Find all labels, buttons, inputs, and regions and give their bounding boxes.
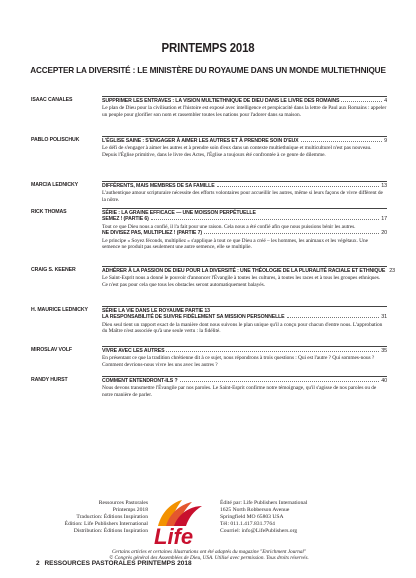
article-summary: Nous devons transmettre l'Évangile par nos paroles. Le Saint-Esprit confirme notre témoignage, qu'il s'agisse de nos paroles ou de notre manière de parler. (102, 385, 377, 398)
email-link[interactable]: Courriel: info@LifePublishers.org (220, 528, 298, 534)
article-title: DIFFÉRENTS, MAIS MEMBRES DE SA FAMILLE (102, 183, 215, 189)
credit-line: Printemps 2018 (112, 507, 148, 513)
dot-leader (301, 141, 383, 142)
divider (102, 346, 387, 347)
page-ref: 13 (381, 183, 387, 189)
page-ref: 40 (381, 378, 387, 384)
page-ref: 31 (381, 314, 387, 321)
credit-line: Ressources Pastorales (98, 500, 148, 506)
toc-articles (102, 376, 387, 398)
page-ref: 4 (384, 98, 387, 104)
dot-leader (166, 351, 379, 352)
page-ref: 9 (384, 138, 387, 144)
article-title: NE DIVISEZ PAS, MULTIPLIEZ ! (PARTIE 7) (102, 230, 202, 237)
page-ref: 23 (389, 268, 396, 274)
page-ref: 35 (381, 348, 387, 354)
dot-leader (204, 233, 379, 234)
toc-articles (102, 266, 396, 288)
contact-line: Édité par: Life Publishers International (220, 500, 308, 506)
fine-line: © Congrès général des Assemblées de Dieu, USA. Utilisé avec permission. Tous droits réservés. (109, 555, 309, 562)
toc-articles (102, 181, 387, 203)
fine-line: Certains articles et certaines illustrations ont été adaptés du magazine "Enrichment Journal" (111, 549, 307, 555)
page-number: 2 (36, 560, 40, 567)
divider (102, 266, 387, 267)
toc-articles (102, 346, 387, 368)
article-title: LA RESPONSABILITÉ DE SUIVRE FIDÈLEMENT SA MISSION PERSONNELLE (102, 314, 285, 321)
article-title: COMMENT ENTENDRONT-ILS ? (102, 378, 178, 384)
publisher-credits (60, 500, 148, 535)
toc-author: RICK THOMAS (31, 209, 67, 215)
article-link[interactable] (102, 268, 396, 274)
toc-articles (102, 208, 387, 251)
article-summary: L'authentique amour scripturaire nécessite des efforts volontaires pour accueillir les autres, même si leurs façons de vivre diffèrent de la nôtre. (102, 190, 383, 203)
toc-author: CRAIG S. KEENER (31, 267, 76, 273)
article-link[interactable] (102, 98, 387, 104)
article-summary: Le plan de Dieu pour la civilisation et l'histoire est exposé avec intelligence et perspicacité dans la lettre de Paul aux Romains : appeler un peuple pour glorifier son nom et rassembler toutes les nations pour l'adorer dans sa maison. (102, 105, 387, 118)
footer-text: RESSOURCES PASTORALES PRINTEMPS 2018 (44, 560, 192, 567)
page-subtitle: ACCEPTER LA DIVERSITÉ : LE MINISTÈRE DU ROYAUME DANS UN MONDE MULTIETHNIQUE (30, 66, 386, 75)
divider (102, 96, 387, 97)
article-link[interactable] (102, 138, 387, 144)
divider (102, 181, 387, 182)
article-summary: Dieu seul tient un rapport exact de la manière dont nous suivons le plan unique qu'il a conçu pour chacun d'entre nous. L'approbation du Maître n'est associée qu'à une seule vertu : la fidélité. (102, 321, 383, 335)
toc-articles (102, 136, 387, 158)
article-link[interactable] (102, 183, 387, 189)
article-summary: Le défi de s'engager à aimer les autres et à prendre soin d'eux dans un contexte multiethnique et multiculturel n'est pas nouveau. Depuis l'Église primitive, dans le livre des Actes, l'Église a toujours été confrontée à ce genre de dilemme. (102, 145, 372, 158)
dot-leader (341, 101, 382, 102)
toc-author: MARCIA LEDNICKY (31, 182, 79, 188)
series-label: SÉRIE : LA GRAINE EFFICACE — UNE MOISSON PERPÉTUELLE (102, 210, 256, 216)
series-label: SÉRIE LA VIE DANS LE ROYAUME PARTIE 13 (102, 308, 210, 314)
divider (102, 376, 387, 377)
publisher-contact (220, 500, 360, 535)
contact-line: Tél: 011.1.417.831.7764 (220, 521, 275, 527)
article-link[interactable] (102, 348, 387, 354)
article-summary: Le principe « Soyez féconds, multipliez » s'applique à tout ce que Dieu a créé – les hommes, les animaux et les végétaux. Une semence ne produit pas seulement une autre semence, elle se multiplie. (102, 237, 368, 251)
credit-line: Traduction: Éditions Inspiration (76, 514, 148, 520)
page-ref: 17 (381, 216, 387, 223)
divider (102, 306, 387, 307)
credit-line: Édition: Life Publishers International (64, 521, 148, 527)
toc-author: H. MAURICE LEDNICKY (31, 307, 88, 313)
dot-leader (151, 219, 379, 220)
article-summary: En présentant ce que la tradition chrétienne dit à ce sujet, nous répondrons à trois questions : Qui est l'autre ? Qui sommes-nous ? Comment devrions-nous vivre les uns avec les autres ? (102, 355, 375, 368)
article-summary: Tout ce que Dieu nous a confié, il l'a fait pour une raison. Cela nous a été confié afin que nous puissions bénir les autres. (102, 223, 356, 230)
page-title: PRINTEMPS 2018 (161, 40, 255, 55)
article-link[interactable] (102, 230, 387, 236)
dot-leader (287, 317, 380, 318)
toc-articles (102, 306, 387, 335)
divider (102, 136, 387, 137)
article-link[interactable] (102, 378, 387, 384)
credit-line: Distribution: Éditions Inspiration (73, 528, 148, 534)
article-summary: Le Saint-Esprit nous a donné le pouvoir d'annoncer l'Évangile à toutes les cultures, à toutes les races et à tous les groupes ethniques. Ce n'est pas pour cela que tous les obstacles seront automatiquement balayés. (102, 275, 381, 288)
dot-leader (217, 186, 380, 187)
contact-line: Springfield MO 65803 USA (220, 514, 284, 520)
article-link[interactable] (102, 314, 387, 320)
toc-articles (102, 96, 387, 118)
dot-leader (180, 381, 380, 382)
toc-author: RANDY HURST (31, 377, 68, 383)
article-title: ADHÉRER À LA PASSION DE DIEU POUR LA DIVERSITÉ : UNE THÉOLOGIE DE LA PLURALITÉ RACIALE ET ETHNIQUE (102, 268, 386, 274)
contact-line: 1625 North Robberson Avenue (220, 507, 290, 513)
logo-wordmark: Life (154, 524, 194, 548)
divider (102, 208, 387, 209)
article-title: SEMEZ ! (PARTIE 6) (102, 216, 149, 223)
article-link[interactable] (102, 216, 387, 222)
article-title: L'ÉGLISE SAINE : S'ENGAGER À AIMER LES AUTRES ET À PRENDRE SOIN D'EUX (102, 138, 299, 144)
article-title: VIVRE AVEC LES AUTRES (102, 348, 165, 354)
article-title: SUPPRIMER LES ENTRAVES : LA VISION MULTIETHNIQUE DE DIEU DANS LE LIVRE DES ROMAINS (102, 98, 340, 104)
page-ref: 20 (381, 230, 387, 237)
toc-author: MIROSLAV VOLF (31, 347, 72, 353)
life-logo (152, 496, 222, 548)
page-footer (36, 560, 192, 567)
toc-author: PABLO POLISCHUK (31, 137, 80, 143)
toc-author: ISAAC CANALES (31, 97, 73, 103)
